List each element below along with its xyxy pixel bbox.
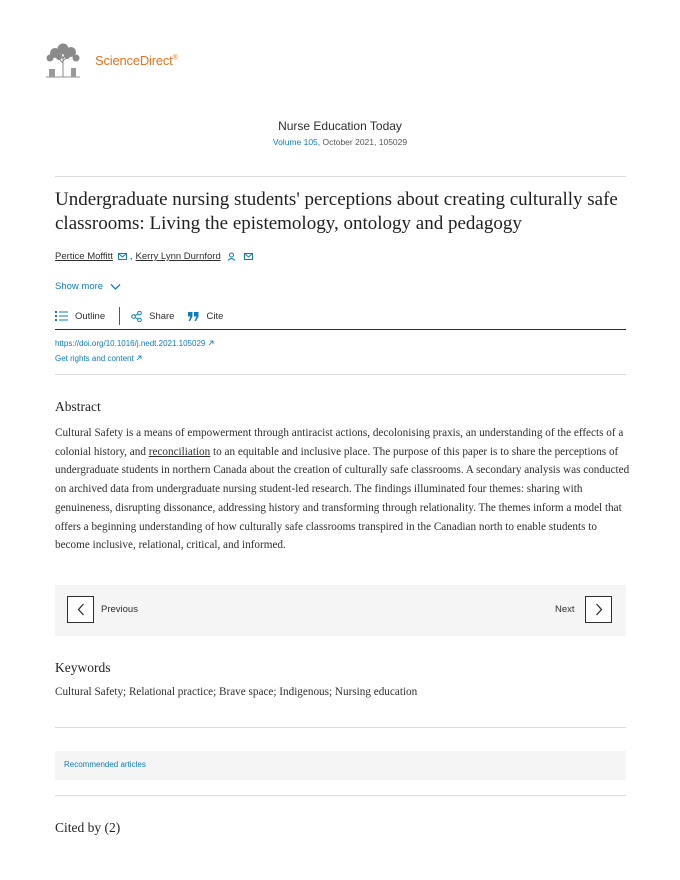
logo-trademark: ® [172,54,178,62]
abstract-text [55,424,630,555]
recommended-articles-label: Recommended articles [64,760,146,769]
divider [55,727,626,728]
external-link-icon [136,355,142,361]
cited-by-heading: Cited by (2) [55,820,121,835]
previous-button[interactable] [67,596,94,623]
person-icon[interactable] [227,252,236,261]
previous-label[interactable]: Previous [101,604,138,615]
cite-button[interactable] [188,311,223,322]
sciencedirect-logo[interactable] [43,43,178,78]
article-title: Undergraduate nursing students' perceptions about creating culturally safe classrooms: Living the epistemology, ontology and pedagogy [55,189,618,234]
article-toolbar [55,306,626,326]
divider [55,176,626,177]
divider [55,374,626,375]
mail-icon[interactable] [244,253,253,260]
author-separator: , [129,251,133,262]
doi-link[interactable] [55,339,214,348]
journal-volume [0,137,680,147]
journal-name[interactable]: Nurse Education Today [278,119,402,133]
outline-button[interactable] [55,311,105,322]
share-button[interactable] [131,311,174,322]
show-more-button[interactable] [55,281,121,292]
toolbar-divider [55,329,626,330]
rights-text: Get rights and content [55,354,134,363]
mail-icon[interactable] [118,253,127,260]
list-icon [55,311,68,321]
external-link-icon [208,340,214,346]
rights-link[interactable] [55,354,142,363]
divider [55,795,626,796]
logo-text [95,53,178,68]
doi-text: https://doi.org/10.1016/j.nedt.2021.105029 [55,339,206,348]
author-name[interactable]: Kerry Lynn Durnford [135,251,221,262]
toolbar-separator [119,307,120,325]
volume-link[interactable]: Volume 105 [272,137,318,147]
cite-label: Cite [206,310,224,322]
share-label: Share [149,310,175,322]
next-button[interactable] [585,596,612,623]
journal-header [0,119,680,147]
show-more-label: Show more [55,281,104,292]
author-name[interactable]: Pertice Moffitt [55,251,113,262]
chevron-left-icon [77,603,85,616]
abstract-text-after: to an equitable and inclusive place. The purpose of this paper is to share the perceptions of undergraduate students in northern Canada about the creation of culturally safe classrooms. A secondary analysis was conducted on archived data from undergraduate nursing student-led research. The findings illuminated four themes: sharing with genuineness, disrupting dissonance, addressing history and transforming through relationality. The themes inform a model that offers a beginning understanding of how culturally safe classrooms transpired in the Canadian north to enable students to become inclusive, relational, critical, and informed. [55,445,630,552]
keywords-heading: Keywords [55,660,111,675]
chevron-down-icon [110,283,121,291]
logo-wordmark: ScienceDirect [95,53,173,68]
chevron-right-icon [595,603,603,616]
author-list [55,251,253,262]
abstract-heading: Abstract [55,399,101,414]
abstract-text-before: Cultural Safety is a means of empowerment through antiracist actions, decolonising praxis, an understanding of the effects of a colonial history, and [55,427,624,458]
next-label[interactable]: Next [555,604,575,615]
article-navigation [55,585,626,636]
quote-icon [188,312,199,321]
share-icon [131,311,142,322]
recommended-articles-panel[interactable] [55,751,626,780]
volume-date: , October 2021, 105029 [317,137,408,147]
outline-label: Outline [75,310,106,322]
elsevier-tree-icon [43,43,83,78]
reconciliation-link[interactable]: reconciliation [148,445,211,458]
keywords-list: Cultural Safety; Relational practice; Brave space; Indigenous; Nursing education [55,686,418,698]
